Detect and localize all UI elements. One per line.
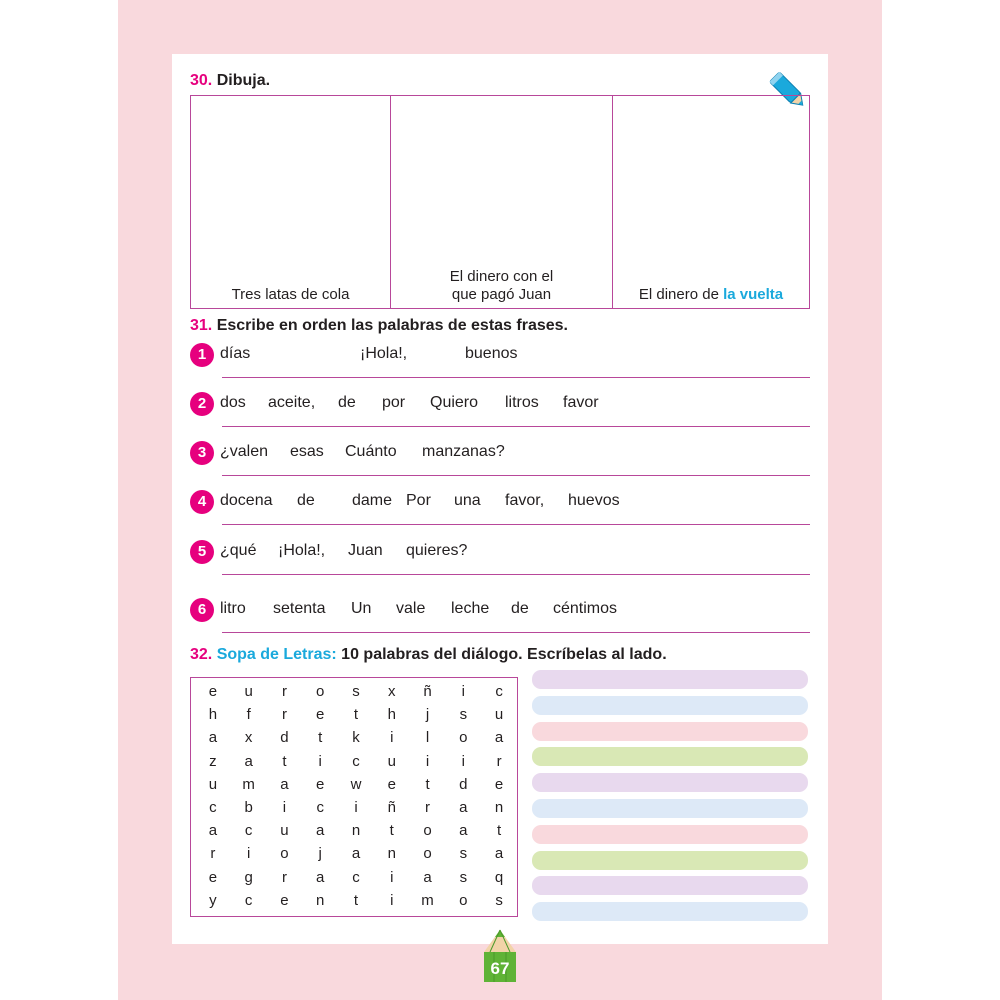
- grid-letter[interactable]: a: [280, 775, 289, 793]
- word: litros: [505, 394, 539, 411]
- grid-letter[interactable]: w: [350, 775, 362, 793]
- grid-row: [195, 703, 517, 726]
- word: ¿valen: [220, 443, 269, 460]
- grid-row: [195, 726, 517, 749]
- word: aceite,: [268, 394, 316, 411]
- grid-letter[interactable]: t: [353, 706, 359, 724]
- answer-line[interactable]: [222, 475, 810, 476]
- word: dos: [220, 394, 246, 411]
- grid-letter[interactable]: o: [459, 891, 468, 909]
- exercise-number: 30.: [190, 72, 213, 89]
- grid-letter[interactable]: s: [459, 868, 468, 886]
- answer-bar[interactable]: [532, 670, 808, 689]
- grid-letter[interactable]: e: [208, 868, 218, 886]
- grid-letter[interactable]: j: [425, 706, 430, 724]
- grid-row: [195, 750, 517, 773]
- grid-letter[interactable]: e: [280, 891, 289, 909]
- grid-letter[interactable]: t: [425, 775, 430, 793]
- grid-letter[interactable]: t: [353, 891, 359, 909]
- grid-letter[interactable]: x: [244, 729, 253, 747]
- word: Juan: [348, 542, 383, 559]
- drawing-caption: [613, 286, 809, 304]
- caption-text: El dinero de: [638, 286, 724, 303]
- word: Quiero: [430, 394, 479, 411]
- answer-line[interactable]: [222, 426, 810, 427]
- grid-letter[interactable]: r: [496, 752, 502, 770]
- grid-letter[interactable]: i: [354, 799, 358, 817]
- grid-letter[interactable]: ñ: [387, 799, 396, 817]
- word: favor,: [505, 492, 545, 509]
- answer-bar[interactable]: [532, 722, 808, 741]
- grid-letter[interactable]: f: [246, 706, 251, 724]
- grid-letter[interactable]: r: [210, 845, 216, 863]
- page-number-pencil-icon: [482, 928, 518, 984]
- sentence-row: [190, 598, 810, 646]
- answer-bar[interactable]: [532, 747, 808, 766]
- word: vale: [396, 600, 426, 617]
- grid-letter[interactable]: a: [208, 729, 218, 747]
- grid-letter[interactable]: e: [208, 683, 218, 701]
- grid-letter[interactable]: a: [494, 845, 504, 863]
- word: leche: [451, 600, 490, 617]
- caption-line: El dinero con el: [449, 268, 554, 285]
- drawing-box: [190, 95, 810, 309]
- grid-letter[interactable]: c: [495, 683, 503, 701]
- grid-letter[interactable]: ñ: [423, 683, 432, 701]
- sentence-number-badge: 6: [190, 598, 214, 622]
- grid-letter[interactable]: a: [208, 822, 218, 840]
- grid-letter[interactable]: u: [494, 706, 504, 724]
- grid-letter[interactable]: m: [421, 891, 434, 909]
- grid-letter[interactable]: o: [459, 729, 468, 747]
- sentence-row: [190, 343, 810, 391]
- grid-letter[interactable]: s: [459, 845, 468, 863]
- grid-letter[interactable]: r: [281, 706, 287, 724]
- grid-letter[interactable]: c: [352, 752, 360, 770]
- grid-letter[interactable]: b: [244, 799, 253, 817]
- answer-bar[interactable]: [532, 773, 808, 792]
- word: de: [297, 492, 315, 509]
- grid-letter[interactable]: m: [242, 775, 255, 793]
- word: por: [382, 394, 406, 411]
- grid-row: [195, 819, 517, 842]
- grid-letter[interactable]: s: [459, 706, 468, 724]
- word: ¡Hola!,: [278, 542, 326, 559]
- grid-letter[interactable]: d: [459, 775, 468, 793]
- grid-letter[interactable]: d: [280, 729, 289, 747]
- grid-letter[interactable]: j: [318, 845, 322, 863]
- grid-letter[interactable]: a: [494, 729, 504, 747]
- answer-line[interactable]: [222, 377, 810, 378]
- grid-letter[interactable]: t: [497, 822, 502, 840]
- grid-letter[interactable]: i: [461, 752, 465, 770]
- word: manzanas?: [422, 443, 505, 460]
- grid-letter[interactable]: a: [316, 868, 325, 886]
- sentence-row: [190, 540, 810, 588]
- grid-letter[interactable]: a: [423, 868, 432, 886]
- grid-letter[interactable]: r: [425, 799, 431, 817]
- drawing-caption: Tres latas de cola: [231, 286, 350, 303]
- word: céntimos: [553, 600, 618, 617]
- grid-letter[interactable]: a: [351, 845, 361, 863]
- grid-letter[interactable]: x: [388, 683, 396, 701]
- grid-letter[interactable]: t: [389, 822, 394, 840]
- grid-letter[interactable]: y: [209, 891, 217, 909]
- word: quieres?: [406, 542, 468, 559]
- grid-letter[interactable]: u: [280, 822, 289, 840]
- answer-bar[interactable]: [532, 696, 808, 715]
- grid-letter[interactable]: a: [244, 752, 253, 770]
- grid-letter[interactable]: e: [316, 706, 325, 724]
- exercise-title: 10 palabras del diálogo. Escríbelas al lado.: [336, 646, 667, 663]
- word-search-grid: [190, 677, 518, 917]
- grid-letter[interactable]: a: [459, 822, 468, 840]
- grid-letter[interactable]: r: [281, 683, 287, 701]
- grid-letter[interactable]: z: [209, 752, 217, 770]
- letter-table: [195, 680, 517, 912]
- sentence-row: [190, 490, 810, 538]
- exercise-title: Dibuja.: [216, 72, 271, 89]
- grid-letter[interactable]: u: [208, 775, 218, 793]
- word: de: [338, 394, 356, 411]
- grid-letter[interactable]: i: [318, 752, 322, 770]
- answer-line[interactable]: [222, 524, 810, 525]
- word: ¿qué: [220, 542, 257, 559]
- grid-letter[interactable]: h: [208, 706, 218, 724]
- grid-row: [195, 680, 517, 703]
- grid-letter[interactable]: i: [390, 729, 394, 747]
- exercise-title-highlight: Sopa de Letras:: [216, 646, 337, 663]
- grid-letter[interactable]: k: [352, 729, 360, 747]
- grid-letter[interactable]: l: [425, 729, 430, 747]
- word: buenos: [465, 345, 518, 362]
- grid-letter[interactable]: c: [244, 822, 253, 840]
- word: una: [454, 492, 481, 509]
- word: litro: [220, 600, 246, 617]
- answer-bar[interactable]: [532, 799, 808, 818]
- caption-line: que pagó Juan: [451, 286, 552, 303]
- grid-letter[interactable]: t: [282, 752, 287, 770]
- caption-highlight: la vuelta: [723, 286, 784, 303]
- grid-letter[interactable]: o: [316, 683, 325, 701]
- answer-bar[interactable]: [532, 876, 808, 895]
- grid-letter[interactable]: g: [244, 868, 253, 886]
- grid-row: [195, 796, 517, 819]
- word: huevos: [568, 492, 620, 509]
- grid-letter[interactable]: i: [461, 683, 465, 701]
- grid-row: [195, 842, 517, 865]
- grid-letter[interactable]: e: [316, 775, 325, 793]
- grid-letter[interactable]: n: [316, 891, 325, 909]
- exercise-31-heading: [190, 317, 568, 335]
- grid-row: [195, 866, 517, 889]
- exercise-title: Escribe en orden las palabras de estas frases.: [216, 317, 568, 334]
- word: dame: [352, 492, 393, 509]
- grid-letter[interactable]: s: [352, 683, 360, 701]
- sentence-number-badge: 3: [190, 441, 214, 465]
- grid-letter[interactable]: h: [387, 706, 396, 724]
- grid-letter[interactable]: n: [351, 822, 361, 840]
- word: de: [511, 600, 529, 617]
- grid-letter[interactable]: i: [390, 868, 394, 886]
- grid-letter[interactable]: i: [390, 891, 394, 909]
- drawing-caption: [391, 268, 612, 304]
- grid-letter[interactable]: i: [425, 752, 430, 770]
- sentence-row: [190, 441, 810, 489]
- word: esas: [290, 443, 324, 460]
- grid-letter[interactable]: t: [318, 729, 323, 747]
- sentence-row: [190, 392, 810, 440]
- answer-bar[interactable]: [532, 825, 808, 844]
- grid-letter[interactable]: o: [280, 845, 289, 863]
- grid-letter[interactable]: i: [282, 799, 287, 817]
- sentence-number-badge: 2: [190, 392, 214, 416]
- grid-letter[interactable]: r: [281, 868, 287, 886]
- grid-letter[interactable]: o: [423, 822, 432, 840]
- grid-letter[interactable]: i: [246, 845, 251, 863]
- grid-letter[interactable]: c: [209, 799, 217, 817]
- exercise-number: 31.: [190, 317, 213, 334]
- page-number: 67: [490, 959, 510, 978]
- grid-letter[interactable]: n: [387, 845, 396, 863]
- grid-letter[interactable]: u: [244, 683, 253, 701]
- answer-bars: [532, 670, 808, 928]
- grid-letter[interactable]: a: [459, 799, 468, 817]
- grid-row: [195, 773, 517, 796]
- word: Un: [351, 600, 372, 617]
- grid-letter[interactable]: e: [494, 775, 504, 793]
- grid-letter[interactable]: c: [244, 891, 253, 909]
- exercise-30-heading: [190, 72, 270, 90]
- word: Por: [406, 492, 431, 509]
- word: ¡Hola!,: [360, 345, 408, 362]
- grid-letter[interactable]: o: [423, 845, 432, 863]
- grid-letter[interactable]: e: [387, 775, 396, 793]
- exercise-32-heading: [190, 646, 667, 664]
- grid-letter[interactable]: c: [352, 868, 360, 886]
- drawing-cell-2[interactable]: [391, 96, 613, 308]
- grid-row: [195, 889, 517, 912]
- exercise-number: 32.: [190, 646, 213, 663]
- word: favor: [563, 394, 599, 411]
- sentence-number-badge: 1: [190, 343, 214, 367]
- drawing-cell-3[interactable]: [613, 96, 809, 308]
- answer-bar[interactable]: [532, 851, 808, 870]
- word: Cuánto: [345, 443, 397, 460]
- sentence-number-badge: 5: [190, 540, 214, 564]
- answer-line[interactable]: [222, 632, 810, 633]
- grid-letter[interactable]: s: [495, 891, 503, 909]
- sentence-number-badge: 4: [190, 490, 214, 514]
- grid-letter[interactable]: u: [387, 752, 396, 770]
- grid-letter[interactable]: q: [494, 868, 504, 886]
- word: docena: [220, 492, 273, 509]
- word: días: [220, 345, 251, 362]
- grid-letter[interactable]: a: [316, 822, 325, 840]
- answer-line[interactable]: [222, 574, 810, 575]
- grid-letter[interactable]: n: [494, 799, 504, 817]
- answer-bar[interactable]: [532, 902, 808, 921]
- word: setenta: [273, 600, 326, 617]
- grid-letter[interactable]: c: [316, 799, 324, 817]
- drawing-cell-1[interactable]: [191, 96, 391, 308]
